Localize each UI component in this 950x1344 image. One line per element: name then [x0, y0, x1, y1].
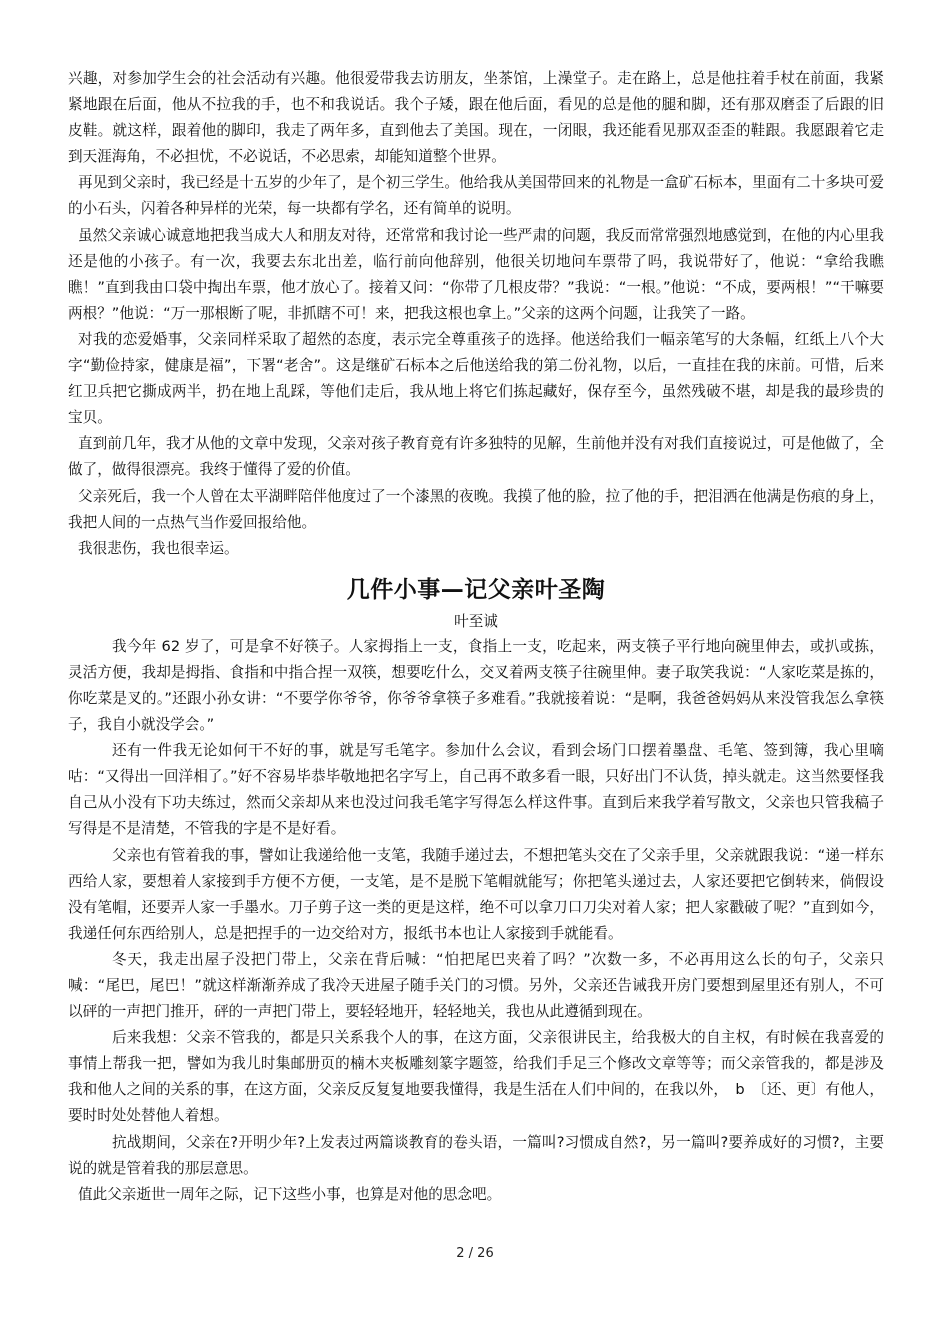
- document-page: [68, 66, 884, 1208]
- paragraph: 还有一件我无论如何干不好的事，就是写毛笔字。参加什么会议，看到会场门口摆着墨盘、毛笔、签到簿，我心里嘀咕：“又得出一回洋相了。”好不容易毕恭毕敬地把名字写上，自己再不敢多看一眼，只好出门不认货，掉头就走。这当然要怪我自己从小没有下功夫练过，然而父亲却从来也没过问我毛笔字写得怎么样这件事。直到后来我学着写散文，父亲也只管我稿子写得是不是清楚，不管我的字是不是好看。: [68, 742, 884, 838]
- paragraph: 父亲也有管着我的事，譬如让我递给他一支笔，我随手递过去，不想把笔头交在了父亲手里，父亲就跟我说：“递一样东西给人家，要想着人家接到手方便不方便，一支笔，是不是脱下笔帽就能写；你把笔头递过去，人家还要把它倒转来，倘假设没有笔帽，还要弄人家一手墨水。刀子剪子这一类的更是这样，绝不可以拿刀口刀尖对着人家；把人家戳破了呢？”直到如今，我递任何东西给别人，总是把捏手的一边交给对方，报纸书本也让人家接到手就能看。: [68, 846, 884, 942]
- paragraph: 兴趣，对参加学生会的社会活动有兴趣。他很爱带我去访朋友，坐茶馆，上澡堂子。走在路上，总是他拄着手杖在前面，我紧紧地跟在后面，他从不拉我的手，也不和我说话。我个子矮，跟在他后面，看见的总是他的腿和脚，还有那双磨歪了后跟的旧皮鞋。就这样，跟着他的脚印，我走了两年多，直到他去了美国。现在，一闭眼，我还能看见那双歪歪的鞋跟。我愿跟着它走到天涯海角，不必担忧，不必说话，不必思索，却能知道整个世界。: [68, 70, 884, 166]
- paragraph: 再见到父亲时，我已经是十五岁的少年了，是个初三学生。他给我从美国带回来的礼物是一盒矿石标本，里面有二十多块可爱的小石头，闪着各种异样的光荣，每一块都有学名，还有简单的说明。: [68, 174, 884, 218]
- paragraph: 后来我想：父亲不管我的，都是只关系我个人的事，在这方面，父亲很讲民主，给我极大的自主权，有时候在我喜爱的事情上帮我一把，譬如为我儿时集邮册页的楠木夹板雕刻篆字题签，给我们手足三个修改文章等等；而父亲管我的，都是涉及我和他人之间的关系的事，在这方面，父亲反反复复地要我懂得，我是生活在人们中间的，在我以外， b 〔还、更〕有他人，要时时处处替他人着想。: [68, 1029, 884, 1125]
- paragraph: 冬天，我走出屋子没把门带上，父亲在背后喊：“怕把尾巴夹着了吗？”次数一多，不必再用这么长的句子，父亲只喊：“尾巴，尾巴！”就这样渐渐养成了我冷天进屋子随手关门的习惯。另外，父亲还告诫我开房门要想到屋里还有别人，不可以砰的一声把门推开，砰的一声把门带上，要轻轻地开，轻轻地关，我也从此遵循到现在。: [68, 950, 884, 1021]
- paragraph: 我很悲伤，我也很幸运。: [78, 539, 239, 557]
- article-title: 几件小事—记父亲叶圣陶: [346, 576, 606, 603]
- page-number: 2 / 26: [456, 1246, 494, 1261]
- paragraph: 值此父亲逝世一周年之际，记下这些小事，也算是对他的思念吧。: [78, 1185, 502, 1203]
- paragraph: 对我的恋爱婚事，父亲同样采取了超然的态度，表示完全尊重孩子的选择。他送给我们一幅亲笔写的大条幅，红纸上八个大字“勤俭持家，健康是福”，下署“老舍”。这是继矿石标本之后他送给我的第二份礼物，以后，一直挂在我的床前。可惜，后来红卫兵把它撕成两半，扔在地上乱踩，等他们走后，我从地上将它们拣起藏好，保存至今，虽然残破不堪，却是我的最珍贵的宝贝。: [68, 330, 884, 427]
- paragraph: 抗战期间，父亲在?开明少年?上发表过两篇谈教育的卷头语，一篇叫?习惯成自然?，另一篇叫?要养成好的习惯?，主要说的就是管着我的那层意思。: [68, 1133, 884, 1177]
- paragraph: 我今年 62 岁了，可是拿不好筷子。人家拇指上一支，食指上一支，吃起来，两支筷子平行地向碗里伸去，或扒或拣，灵活方便，我却是拇指、食指和中指合捏一双筷，想要吃什么，交叉着两支筷子往碗里伸。妻子取笑我说：“人家吃菜是拣的，你吃菜是叉的。”还跟小孙女讲：“不要学你爷爷，你爷爷拿筷子多难看。”我就接着说：“是啊，我爸爸妈妈从来没管我怎么拿筷子，我自小就没学会。”: [68, 637, 884, 734]
- paragraph: 虽然父亲诚心诚意地把我当成大人和朋友对待，还常常和我讨论一些严肃的问题，我反而常常强烈地感觉到，在他的内心里我还是他的小孩子。有一次，我要去东北出差，临行前向他辞别，他很关切地问车票带了吗，我说带好了，他说：“拿给我瞧瞧！”直到我由口袋中掏出车票，他才放心了。接着又问：“你带了几根皮带？”我说：“一根。”他说：“不成，要两根！”“干嘛要两根？”他说：“万一那根断了呢，非抓瞎不可！来，把我这根也拿上。”父亲的这两个问题，让我笑了一路。: [68, 226, 884, 322]
- paragraph: 直到前几年，我才从他的文章中发现，父亲对孩子教育竟有许多独特的见解，生前他并没有对我们直接说过，可是他做了，全做了，做得很漂亮。我终于懂得了爱的价值。: [68, 435, 884, 479]
- paragraph: 父亲死后，我一个人曾在太平湖畔陪伴他度过了一个漆黑的夜晚。我摸了他的脸，拉了他的手，把泪洒在他满是伤痕的身上，我把人间的一点热气当作爱回报给他。: [68, 487, 884, 531]
- article-author: 叶至诚: [454, 612, 498, 630]
